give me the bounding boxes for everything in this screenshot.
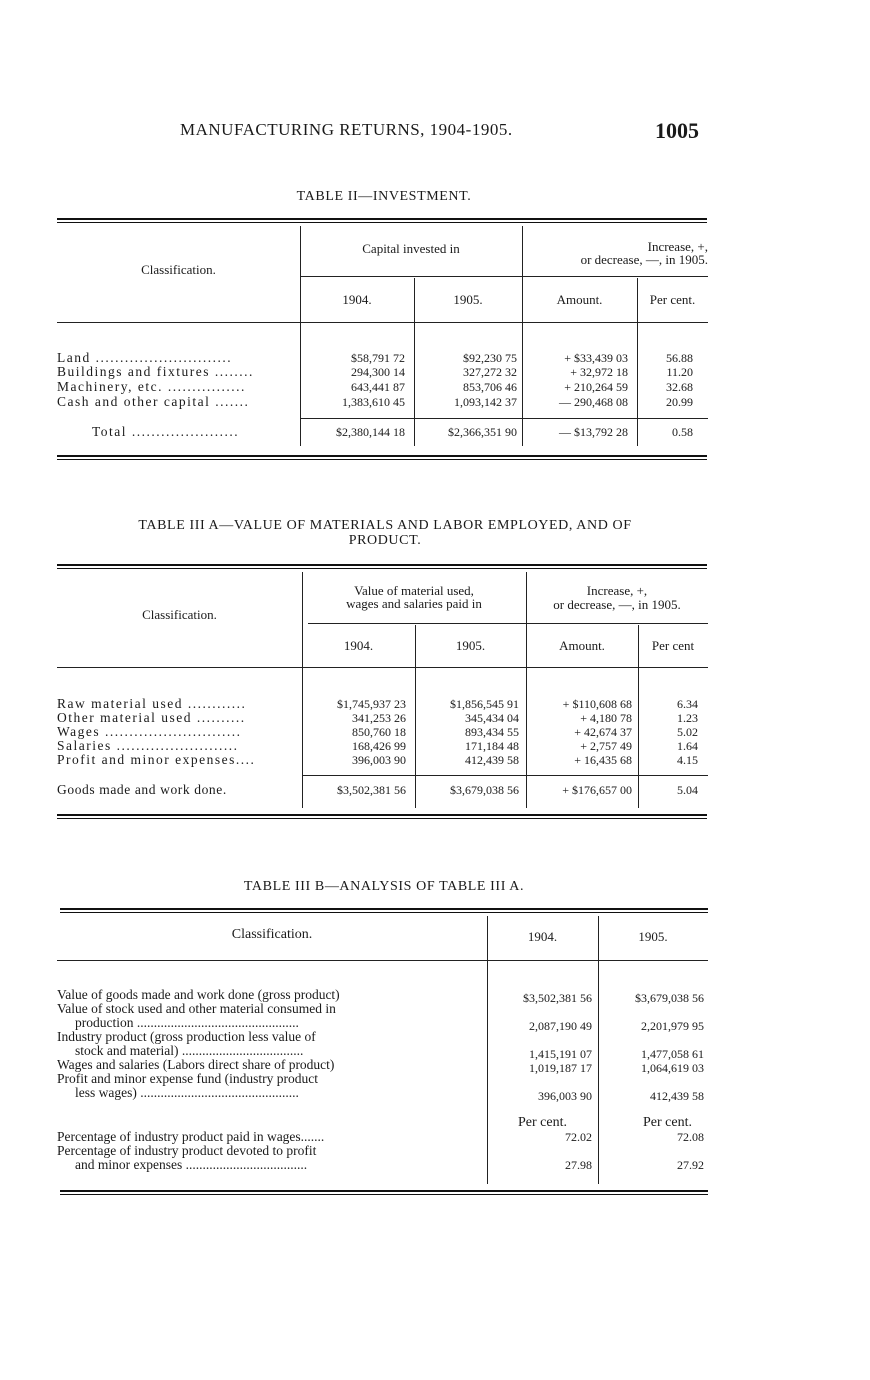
table3a-row-1904: 168,426 99 (352, 739, 406, 753)
table2-row-label: Land ............................ (57, 351, 233, 365)
table3a-head-increase-1: Increase, +, (586, 583, 648, 598)
table3a-row-amount: + 16,435 68 (574, 753, 632, 767)
table3a-row-amount: + 2,757 49 (580, 739, 632, 753)
table3b-line: Value of goods made and work done (gross product) (57, 988, 340, 1002)
table2-row-1905: 853,706 46 (463, 380, 517, 394)
table2-row-1904: 294,300 14 (351, 365, 405, 379)
table3a-row-1905: 345,434 04 (465, 711, 519, 725)
table3b-line: Wages and salaries (Labors direct share of product) (57, 1058, 335, 1072)
table3a-total-label: Goods made and work done. (57, 782, 227, 797)
table3b-title: TABLE III B—ANALYSIS OF TABLE III A. (243, 879, 525, 894)
table3a-vline-1 (302, 572, 303, 808)
table3b-head-1904: 1904. (527, 929, 558, 944)
table2-head-percent: Per cent. (649, 292, 696, 307)
table2-total-1905: $2,366,351 90 (448, 425, 517, 439)
table3b-line: Percentage of industry product devoted to profit (57, 1144, 317, 1158)
table3b-pct-wages-1905: 72.08 (677, 1130, 704, 1144)
table3b-percent-label-1904: Per cent. (518, 1115, 567, 1130)
table2-head-subrule (300, 276, 708, 277)
table3a-row-1905: 412,439 58 (465, 753, 519, 767)
table2-title: TABLE II—INVESTMENT. (296, 189, 472, 204)
table2-head-rule (57, 322, 708, 323)
table2-row-1904: $58,791 72 (351, 351, 405, 365)
running-head: MANUFACTURING RETURNS, 1904-1905. (180, 120, 513, 139)
table2-bottom-rule (57, 455, 707, 460)
table2-row-amount: + 210,264 59 (564, 380, 628, 394)
table3a-total-amount: + $176,657 00 (562, 783, 632, 797)
table3b-pct-profit-1904: 27.98 (565, 1158, 592, 1172)
table2-vline-3 (522, 226, 523, 446)
table2-row-amount: — 290,468 08 (559, 395, 628, 409)
table2-head-classification: Classification. (141, 262, 216, 277)
table2-head-1904: 1904. (342, 292, 372, 307)
table3b-stock-1905: 2,201,979 95 (641, 1019, 704, 1033)
table3b-line: and minor expenses .................................... (75, 1158, 308, 1172)
table2-total-percent: 0.58 (672, 425, 693, 439)
table3a-head-amount: Amount. (559, 638, 605, 653)
table3a-row-1905: 893,434 55 (465, 725, 519, 739)
table3a-row-percent: 4.15 (677, 753, 698, 767)
table3a-head-value-2: wages and salaries paid in (346, 596, 482, 611)
table3a-head-rule (57, 667, 708, 668)
table2-top-rule (57, 218, 707, 223)
table3b-wages-1905: 1,064,619 03 (641, 1061, 704, 1075)
table3b-head-1905: 1905. (638, 929, 668, 944)
table3a-row-percent: 1.64 (677, 739, 698, 753)
table2-row-1904: 1,383,610 45 (342, 395, 405, 409)
table3a-head-1905: 1905. (455, 638, 486, 653)
table2-total-amount: — $13,792 28 (559, 425, 628, 439)
table3a-row-percent: 6.34 (677, 697, 698, 711)
table3b-line: Industry product (gross production less value of (57, 1030, 316, 1044)
table3b-industry-1904: 1,415,191 07 (529, 1047, 592, 1061)
table2-row-amount: + 32,972 18 (570, 365, 628, 379)
table3b-line: stock and material) .................................... (75, 1044, 304, 1058)
table3a-head-value-1: Value of material used, (354, 583, 474, 598)
table2-row-1904: 643,441 87 (351, 380, 405, 394)
table2-vline-1 (300, 226, 301, 446)
table3a-row-label: Profit and minor expenses.... (57, 753, 256, 767)
table3a-row-1905: 171,184 48 (465, 739, 519, 753)
table3a-title-line1: TABLE III A—VALUE OF MATERIALS AND LABOR EMPLOYED, AND OF (138, 518, 632, 533)
table2-row-percent: 20.99 (666, 395, 693, 409)
table3a-row-percent: 5.02 (677, 725, 698, 739)
table2-row-percent: 11.20 (666, 365, 693, 379)
table3b-bottom-rule (60, 1190, 708, 1195)
table2-row-1905: $92,230 75 (463, 351, 517, 365)
table3b-line: Value of stock used and other material consumed in (57, 1002, 336, 1016)
table2-total-label: Total ...................... (92, 425, 240, 439)
table3a-row-label: Wages ............................ (57, 725, 242, 739)
table3a-head-1904: 1904. (343, 638, 374, 653)
table3a-row-label: Salaries ......................... (57, 739, 239, 753)
table3a-total-percent: 5.04 (677, 783, 698, 797)
table2-head-1905: 1905. (453, 292, 483, 307)
table3b-industry-1905: 1,477,058 61 (641, 1047, 704, 1061)
table3b-head-classification: Classification. (231, 927, 313, 942)
table3a-row-label: Raw material used ............ (57, 697, 247, 711)
table3a-row-1904: $1,745,937 23 (337, 697, 406, 711)
table3a-head-classification: Classification. (142, 607, 217, 622)
table3a-row-amount: + $110,608 68 (562, 697, 632, 711)
table3a-row-1904: 396,003 90 (352, 753, 406, 767)
table2-total-1904: $2,380,144 18 (336, 425, 405, 439)
table3b-gross-1905: $3,679,038 56 (635, 991, 704, 1005)
table3b-wages-1904: 1,019,187 17 (529, 1061, 592, 1075)
table2-head-increase-1: Increase, +, (647, 239, 708, 254)
table2-head-capital: Capital invested in (362, 241, 460, 256)
table3a-total-1905: $3,679,038 56 (450, 783, 519, 797)
table2-row-label: Buildings and fixtures ........ (57, 365, 254, 379)
table3b-top-rule (60, 908, 708, 913)
table2-row-1905: 1,093,142 37 (454, 395, 517, 409)
table2-total-rule (300, 418, 708, 419)
table3a-row-percent: 1.23 (677, 711, 698, 725)
table3a-row-1904: 341,253 26 (352, 711, 406, 725)
table3b-stock-1904: 2,087,190 49 (529, 1019, 592, 1033)
table2-head-increase-2: or decrease, —, in 1905. (580, 252, 708, 267)
table3b-line: Profit and minor expense fund (industry product (57, 1072, 318, 1086)
table3a-vline-3 (526, 572, 527, 808)
table2-row-percent: 56.88 (666, 351, 693, 365)
table3a-total-1904: $3,502,381 56 (337, 783, 406, 797)
table3b-line: production ................................................ (75, 1016, 299, 1030)
table3a-bottom-rule (57, 814, 707, 819)
table2-head-amount: Amount. (556, 292, 603, 307)
table3a-total-rule (302, 775, 708, 776)
table3a-row-amount: + 42,674 37 (574, 725, 632, 739)
table3b-percent-label-1905: Per cent. (643, 1115, 692, 1130)
table2-row-percent: 32.68 (666, 380, 693, 394)
table3a-row-label: Other material used .......... (57, 711, 246, 725)
page-number: 1005 (655, 118, 699, 143)
table3a-title-line2: PRODUCT. (348, 533, 422, 548)
table3b-head-rule (57, 960, 708, 961)
table3b-gross-1904: $3,502,381 56 (523, 991, 592, 1005)
table3b-profit-1904: 396,003 90 (538, 1089, 592, 1103)
table3b-line: less wages) ............................................... (75, 1086, 299, 1100)
table3a-head-subrule (308, 623, 708, 624)
table3a-row-1904: 850,760 18 (352, 725, 406, 739)
table3b-pct-wages-1904: 72.02 (565, 1130, 592, 1144)
table3a-head-increase-2: or decrease, —, in 1905. (553, 597, 681, 612)
table3b-pct-profit-1905: 27.92 (677, 1158, 704, 1172)
table3a-row-1905: $1,856,545 91 (450, 697, 519, 711)
table3a-row-amount: + 4,180 78 (580, 711, 632, 725)
table2-row-label: Cash and other capital ....... (57, 395, 250, 409)
table3a-top-rule (57, 564, 707, 569)
table2-row-1905: 327,272 32 (463, 365, 517, 379)
table3a-head-percent: Per cent (651, 638, 695, 653)
table3b-profit-1905: 412,439 58 (650, 1089, 704, 1103)
table2-row-amount: + $33,439 03 (564, 351, 628, 365)
table2-row-label: Machinery, etc. ................ (57, 380, 246, 394)
table3b-line: Percentage of industry product paid in wages....... (57, 1130, 325, 1144)
